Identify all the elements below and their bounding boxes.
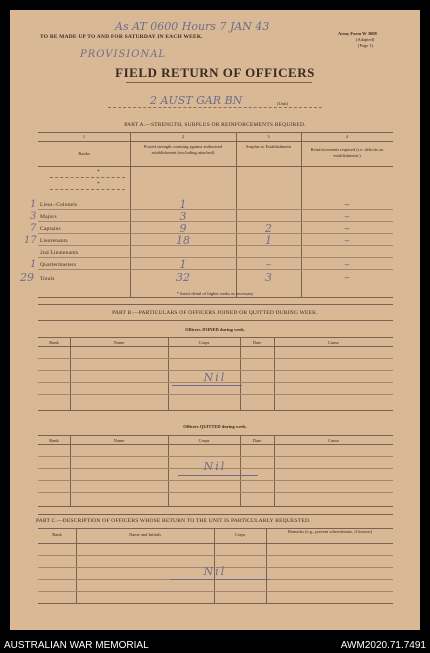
- col-number-1: 1: [82, 134, 86, 139]
- row-reinforcements: –: [344, 210, 350, 223]
- quitted-col-name: Name: [113, 438, 125, 443]
- row-tally: 7: [30, 223, 37, 234]
- joined-title: Officers JOINED during week.: [185, 327, 245, 332]
- header-ranks: Ranks: [78, 151, 90, 156]
- page-title: FIELD RETURN OF OFFICERS: [115, 65, 315, 80]
- row-surplus: 2: [265, 222, 272, 235]
- document-page: [10, 10, 420, 630]
- row-posted: 18: [176, 234, 190, 247]
- handwritten-date: As AT 0600 Hours 7 JAN 43: [115, 20, 270, 33]
- row-surplus: 1: [265, 234, 272, 247]
- quitted-col-rank: Rank: [49, 438, 59, 443]
- totals-posted: 32: [176, 271, 190, 284]
- form-number: Army Form W 3008: [338, 31, 377, 36]
- quitted-title: Officers QUITTED during week.: [183, 424, 247, 429]
- joined-col-corps: Corps: [198, 340, 210, 345]
- joined-nil: Nil: [203, 371, 227, 384]
- row-reinforcements: –: [344, 198, 350, 211]
- header-posted: Posted strength counting against authorised establishment (excluding attached): [143, 144, 223, 155]
- totals-tally: 29: [20, 271, 34, 284]
- row-rank: Majors: [40, 214, 57, 220]
- row-reinforcements: –: [344, 222, 350, 235]
- row-tally: 1: [30, 199, 37, 210]
- partc-col-corps: Corps: [234, 532, 246, 537]
- row-posted: 1: [179, 198, 187, 211]
- header-reinforcements: Reinforcements required (i.e. deficits on establishment.): [310, 147, 384, 158]
- partc-nil: Nil: [203, 565, 227, 578]
- asterisk-2: *: [97, 181, 100, 187]
- row-posted: 9: [179, 222, 187, 235]
- row-rank: 2nd Lieutenants: [40, 250, 79, 256]
- unit-handwritten: 2 AUST GAR BN: [150, 94, 243, 107]
- quitted-nil: Nil: [203, 460, 227, 473]
- part-a-title: PART A.—STRENGTH, SURPLUS OR REINFORCEMENTS REQUIRED.: [124, 122, 306, 128]
- footer-bar: [0, 636, 430, 653]
- part-b-title: PART B.—PARTICULARS OF OFFICERS JOINED OR QUITTED DURING WEEK.: [112, 310, 318, 316]
- quitted-col-cause: Cause: [328, 438, 339, 443]
- partc-col-rank: Rank: [52, 532, 62, 537]
- row-reinforcements: –: [344, 234, 350, 247]
- row-posted: 3: [179, 210, 187, 223]
- part-c-title: PART C.—DESCRIPTION OF OFFICERS WHOSE RETURN TO THE UNIT IS PARTICULARLY REQUESTED.: [36, 518, 311, 524]
- asterisk-1: *: [97, 169, 100, 175]
- header-surplus: Surplus to Establishment: [246, 144, 291, 149]
- row-posted: 1: [179, 258, 187, 271]
- row-tally: 3: [30, 211, 37, 222]
- totals-surplus: 3: [265, 271, 272, 284]
- joined-col-cause: Cause: [328, 340, 339, 345]
- row-surplus: –: [265, 258, 272, 271]
- row-rank: Lieut.-Colonels: [40, 202, 78, 208]
- partc-col-name: Name and Initials: [129, 532, 161, 537]
- joined-col-date: Date: [252, 340, 262, 345]
- row-tally: 17: [24, 235, 37, 246]
- joined-col-name: Name: [113, 340, 125, 345]
- partc-col-remarks: Remarks (e.g., present whereabouts, if known): [287, 529, 373, 534]
- row-tally: 1: [30, 259, 37, 270]
- col-number-2: 2: [181, 134, 185, 139]
- totals-reinforcements: –: [344, 271, 350, 284]
- form-page: (Page 1): [358, 43, 374, 48]
- row-rank: Captains: [40, 226, 61, 232]
- row-rank: Lieutenants: [40, 238, 68, 244]
- row-rank: Quartermasters: [40, 262, 77, 268]
- joined-col-rank: Rank: [49, 340, 59, 345]
- unit-label: (Unit): [277, 101, 288, 106]
- footer-left: AUSTRALIAN WAR MEMORIAL: [4, 640, 149, 651]
- footnote: * Insert detail of higher ranks as necessary: [176, 291, 254, 296]
- col-number-3: 3: [267, 134, 270, 139]
- quitted-col-date: Date: [252, 438, 262, 443]
- quitted-col-corps: Corps: [198, 438, 210, 443]
- row-reinforcements: –: [344, 258, 350, 271]
- footer-right: AWM2020.71.7491: [340, 640, 426, 651]
- col-number-4: 4: [345, 134, 349, 139]
- totals-label: Totals: [40, 276, 55, 282]
- form-adapted: (Adapted): [356, 37, 375, 42]
- instruction-text: TO BE MADE UP TO AND FOR SATURDAY IN EACH WEEK.: [40, 34, 203, 40]
- provisional-handwritten: PROVISIONAL: [80, 49, 167, 60]
